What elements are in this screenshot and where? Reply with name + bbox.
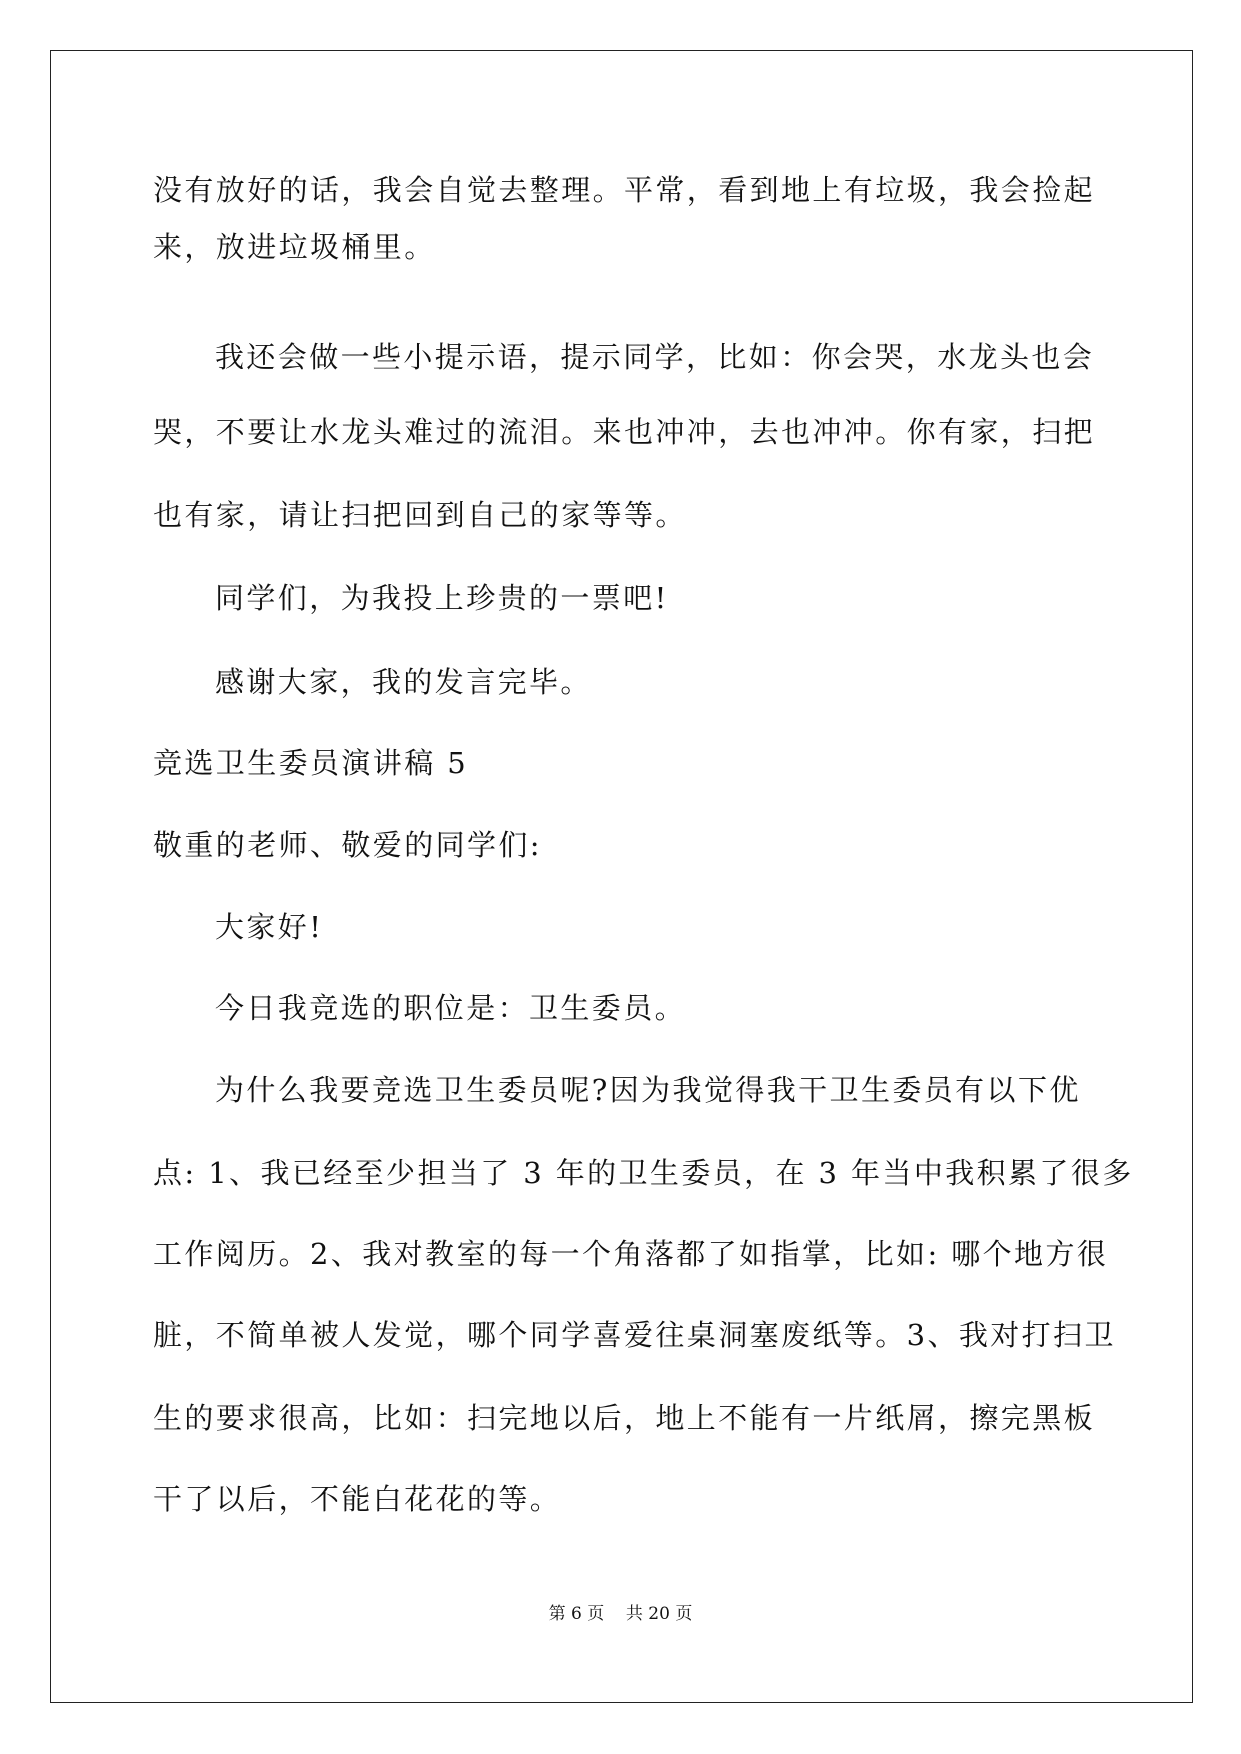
body-line-17: 干了以后，不能白花花的等。 (153, 1482, 562, 1516)
body-line-5: 也有家，请让扫把回到自己的家等等。 (153, 498, 687, 532)
section-heading: 竞选卫生委员演讲稿 5 (153, 746, 469, 780)
page-footer: 第 6 页 共 20 页 (548, 1604, 693, 1624)
body-line-16: 生的要求很高，比如：扫完地以后，地上不能有一片纸屑，擦完黑板 (153, 1401, 1096, 1435)
body-line-13: 点: 1、我已经至少担当了 3 年的卫生委员，在 3 年当中我积累了很多 (153, 1156, 1134, 1190)
body-line-3: 我还会做一些小提示语，提示同学，比如：你会哭，水龙头也会 (215, 340, 1095, 374)
body-line-2: 来，放进垃圾桶里。 (153, 230, 436, 264)
body-line-6: 同学们，为我投上珍贵的一票吧! (215, 581, 669, 615)
body-line-11: 今日我竞选的职位是：卫生委员。 (215, 991, 687, 1025)
body-line-1: 没有放好的话，我会自觉去整理。平常，看到地上有垃圾，我会捡起 (153, 173, 1096, 207)
page-border (50, 50, 1193, 1703)
body-line-12: 为什么我要竞选卫生委员呢?因为我觉得我干卫生委员有以下优 (215, 1073, 1081, 1107)
body-line-10: 大家好! (215, 910, 324, 944)
body-line-14: 工作阅历。2、我对教室的每一个角落都了如指掌，比如: 哪个地方很 (153, 1237, 1109, 1271)
salutation: 敬重的老师、敬爱的同学们: (153, 828, 542, 862)
body-line-7: 感谢大家，我的发言完毕。 (215, 665, 592, 699)
body-line-15: 脏，不简单被人发觉，哪个同学喜爱往桌洞塞废纸等。3、我对打扫卫 (153, 1318, 1116, 1352)
body-line-4: 哭，不要让水龙头难过的流泪。来也冲冲，去也冲冲。你有家，扫把 (153, 415, 1096, 449)
